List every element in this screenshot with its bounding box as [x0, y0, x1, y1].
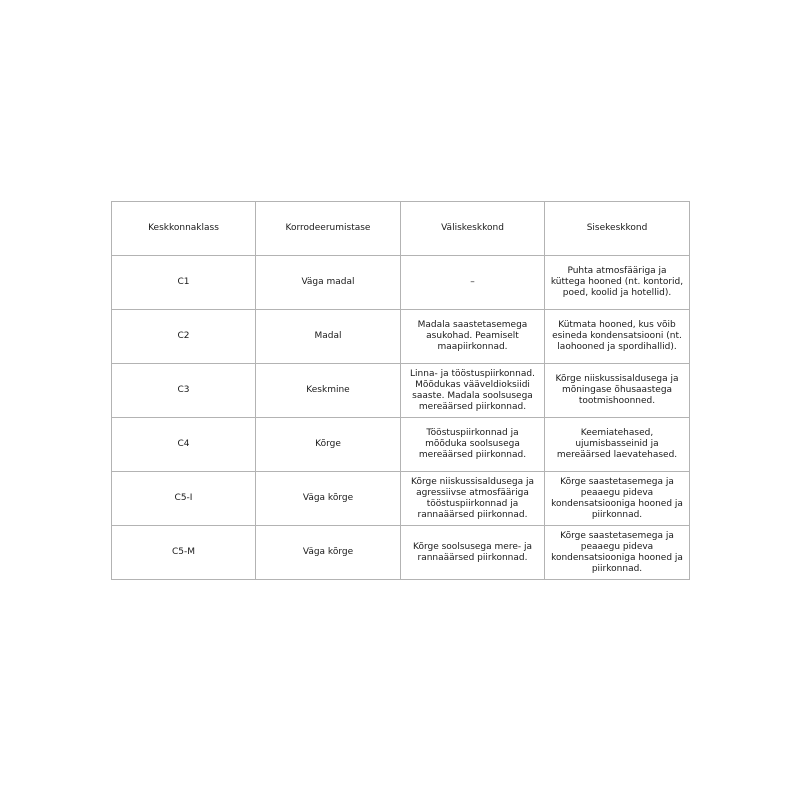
cell-class: C5-I	[112, 472, 256, 526]
table-row	[112, 526, 690, 580]
cell-level: Väga madal	[256, 256, 401, 310]
cell-indoor: Kõrge saastetasemega ja peaaegu pideva kondensatsiooniga hooned ja piirkonnad.	[545, 472, 690, 526]
cell-class: C5-M	[112, 526, 256, 580]
cell-level: Väga kõrge	[256, 472, 401, 526]
cell-level: Väga kõrge	[256, 526, 401, 580]
table-row	[112, 364, 690, 418]
table-row	[112, 418, 690, 472]
cell-indoor: Kütmata hooned, kus võib esineda kondensatsiooni (nt. laohooned ja spordihallid).	[545, 310, 690, 364]
table-row	[112, 256, 690, 310]
header-outdoor-environment: Väliskeskkond	[401, 202, 545, 256]
cell-class: C3	[112, 364, 256, 418]
cell-indoor: Keemiatehased, ujumisbasseinid ja mereäärsed laevatehased.	[545, 418, 690, 472]
cell-class: C1	[112, 256, 256, 310]
cell-outdoor: Linna- ja tööstuspiirkonnad. Mõõdukas vääveldioksiidi saaste. Madala soolsusega mereäärsed piirkonnad.	[401, 364, 545, 418]
cell-outdoor: Kõrge niiskussisaldusega ja agressiivse atmosfääriga tööstuspiirkonnad ja rannaäärsed piirkonnad.	[401, 472, 545, 526]
cell-level: Kõrge	[256, 418, 401, 472]
cell-class: C2	[112, 310, 256, 364]
cell-outdoor: Kõrge soolsusega mere- ja rannaäärsed piirkonnad.	[401, 526, 545, 580]
cell-level: Keskmine	[256, 364, 401, 418]
cell-indoor: Kõrge niiskussisaldusega ja mõningase õhusaastega tootmishoonned.	[545, 364, 690, 418]
cell-outdoor: Madala saastetasemega asukohad. Peamiselt maapiirkonnad.	[401, 310, 545, 364]
cell-indoor: Puhta atmosfääriga ja küttega hooned (nt. kontorid, poed, koolid ja hotellid).	[545, 256, 690, 310]
header-environment-class: Keskkonnaklass	[112, 202, 256, 256]
cell-level: Madal	[256, 310, 401, 364]
header-indoor-environment: Sisekeskkond	[545, 202, 690, 256]
corrosion-class-table	[111, 201, 690, 580]
cell-indoor: Kõrge saastetasemega ja peaaegu pideva kondensatsiooniga hooned ja piirkonnad.	[545, 526, 690, 580]
table-header-row	[112, 202, 690, 256]
header-corrosivity-level: Korrodeerumistase	[256, 202, 401, 256]
cell-outdoor: –	[401, 256, 545, 310]
cell-outdoor: Tööstuspiirkonnad ja mõõduka soolsusega mereäärsed piirkonnad.	[401, 418, 545, 472]
table-row	[112, 310, 690, 364]
table-row	[112, 472, 690, 526]
cell-class: C4	[112, 418, 256, 472]
